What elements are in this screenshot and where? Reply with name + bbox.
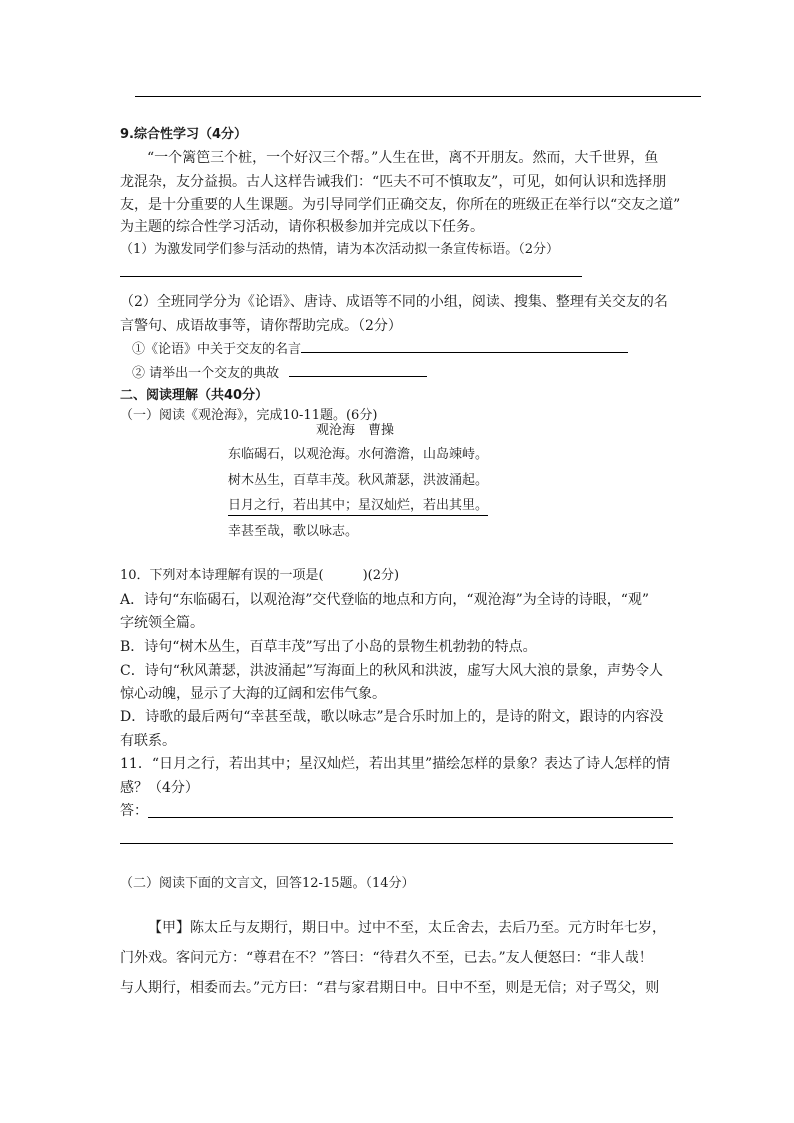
question-10: 10．下列对本诗理解有误的一项是( )(2分) bbox=[120, 568, 400, 583]
part1-instruction: （一）阅读《观沧海》，完成10-11题。(6分) bbox=[120, 408, 378, 423]
question-2-line-2: 言警句、成语故事等，请你帮助完成。（2分） bbox=[120, 318, 402, 334]
option-c-line-2: 惊心动魄，显示了大海的辽阔和宏伟气象。 bbox=[120, 686, 386, 702]
jia-line-1: 【甲】陈太丘与友期行，期日中。过中不至，太丘舍去，去后乃至。元方时年七岁， bbox=[148, 920, 666, 936]
question-11-line-2: 感？（4分） bbox=[120, 780, 199, 796]
poem-line-1: 东临碣石，以观沧海。水何澹澹，山岛竦峙。 bbox=[228, 447, 489, 462]
poem-line-4: 幸甚至哉，歌以咏志。 bbox=[228, 524, 359, 539]
part2-instruction: （二）阅读下面的文言文，回答12-15题。（14分） bbox=[120, 876, 415, 891]
poem-line-3: 日月之行，若出其中；星汉灿烂，若出其里。 bbox=[228, 497, 488, 516]
section9-para-line-1: “一个篱笆三个桩，一个好汉三个帮。”人生在世，离不开朋友。然而，大千世界，鱼 bbox=[147, 150, 659, 166]
answer-blank-q2-1[interactable] bbox=[301, 339, 628, 353]
poem-heading bbox=[316, 422, 394, 440]
answer-line-q11-1[interactable] bbox=[148, 817, 673, 818]
option-c-line-1: C．诗句“秋风萧瑟，洪波涌起”写海面上的秋风和洪波，虚写大风大浪的景象，声势令人 bbox=[120, 663, 664, 679]
option-b: B．诗句“树木丛生，百草丰茂”写出了小岛的景物生机勃勃的特点。 bbox=[120, 639, 537, 655]
question-1: （1）为激发同学们参与活动的热情，请为本次活动拟一条宣传标语。（2分） bbox=[120, 242, 560, 257]
option-a-line-2: 字统领全篇。 bbox=[120, 615, 204, 631]
question-2-sub-2-label: ② 请举出一个交友的典故 bbox=[132, 366, 280, 381]
section2-heading: 二、阅读理解（共40分） bbox=[120, 388, 269, 403]
section9-title: 9.综合性学习（4分） bbox=[120, 127, 248, 142]
question-2-sub-2 bbox=[132, 363, 427, 383]
poem-line-2: 树木丛生，百草丰茂。秋风萧瑟，洪波涌起。 bbox=[228, 473, 489, 488]
question-11-line-1: 11．“日月之行，若出其中；星汉灿烂，若出其里”描绘怎样的景象？表达了诗人怎样的情 bbox=[120, 756, 671, 772]
header-rule bbox=[135, 96, 701, 97]
answer-line-q1[interactable] bbox=[120, 276, 582, 277]
jia-line-3: 与人期行，相委而去。”元方曰：“君与家君期日中。日中不至，则是无信；对子骂父，则 bbox=[120, 980, 660, 996]
question-2-line-1: （2）全班同学分为《论语》、唐诗、成语等不同的小组，阅读、搜集、整理有关交友的名 bbox=[120, 294, 668, 310]
option-d-line-1: D．诗歌的最后两句“幸甚至哉，歌以咏志”是合乐时加上的，是诗的附文，跟诗的内容没 bbox=[120, 709, 664, 725]
poem-author: 曹操 bbox=[368, 423, 395, 438]
question-2-sub-1 bbox=[132, 339, 628, 359]
section9-para-line-2: 龙混杂，友分益损。古人这样告诫我们：“匹夫不可不慎取友”，可见，如何认识和选择朋 bbox=[120, 174, 667, 190]
option-a-line-1: A．诗句“东临碣石，以观沧海”交代登临的地点和方向，“观沧海”为全诗的诗眼，“观” bbox=[120, 592, 650, 608]
jia-line-2: 门外戏。客问元方：“尊君在不？”答曰：“待君久不至，已去。”友人便怒曰：“非人哉！ bbox=[120, 950, 653, 966]
answer-label: 答： bbox=[120, 803, 148, 819]
section9-para-line-4: 为主题的综合性学习活动，请你积极参加并完成以下任务。 bbox=[120, 219, 484, 235]
answer-blank-q2-2[interactable] bbox=[289, 363, 427, 377]
question-2-sub-1-label: ①《论语》中关于交友的名言 bbox=[132, 342, 302, 357]
section9-para-line-3: 友，是十分重要的人生课题。为引导同学们正确交友，你所在的班级正在举行以“交友之道” bbox=[120, 197, 681, 213]
poem-title: 观沧海 bbox=[316, 423, 356, 438]
answer-line-q11-2[interactable] bbox=[120, 843, 673, 844]
option-d-line-2: 有联系。 bbox=[120, 733, 176, 749]
